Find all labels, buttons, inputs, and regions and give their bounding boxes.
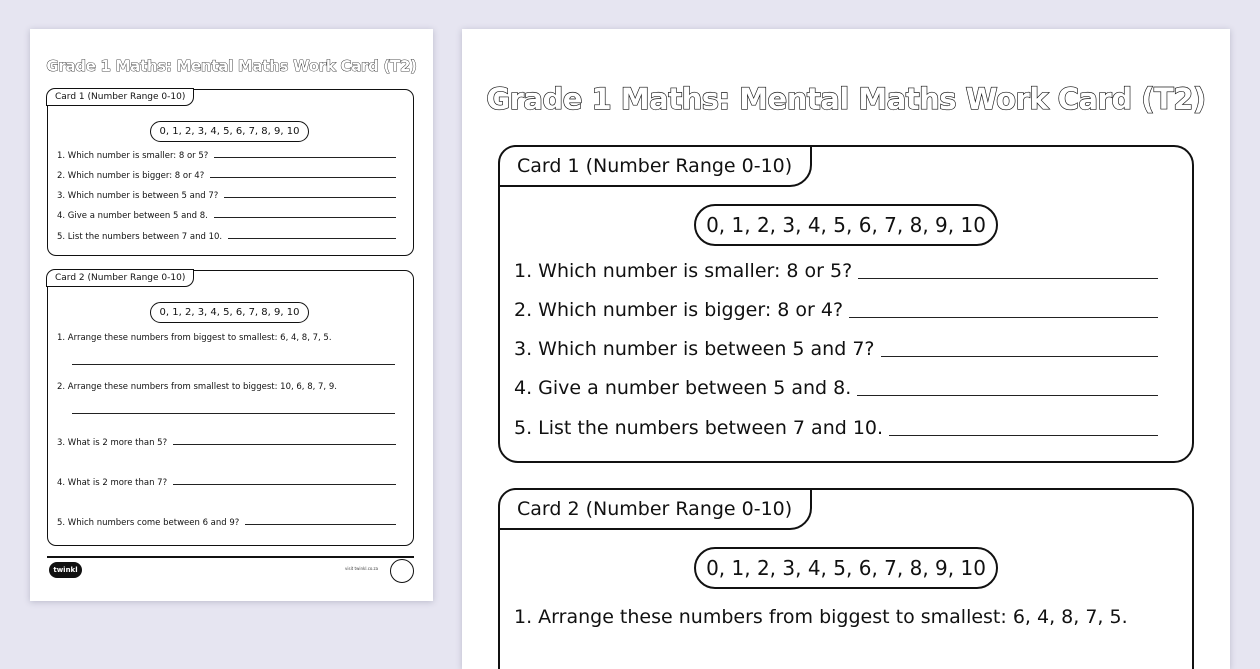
- question: 1. Which number is smaller: 8 or 5?: [57, 151, 396, 161]
- thumbnail-title: Grade 1 Maths: Mental Maths Work Card (T2): [46, 57, 417, 75]
- card-1: [498, 145, 1194, 463]
- card-2-heading: Card 2 (Number Range 0-10): [498, 488, 812, 530]
- card-1-heading: Card 1 (Number Range 0-10): [498, 145, 812, 187]
- twinkl-badge-icon: [390, 559, 414, 583]
- card-2-heading: Card 2 (Number Range 0-10): [46, 269, 194, 287]
- question: 1. Arrange these numbers from biggest to smallest: 6, 4, 8, 7, 5.: [514, 606, 1128, 628]
- footer-url: visit twinkl.co.za: [345, 566, 379, 571]
- card-2: [498, 488, 1194, 669]
- number-strip: 0, 1, 2, 3, 4, 5, 6, 7, 8, 9, 10: [694, 204, 998, 246]
- number-strip: 0, 1, 2, 3, 4, 5, 6, 7, 8, 9, 10: [150, 302, 309, 323]
- question: 5. Which numbers come between 6 and 9?: [57, 518, 396, 528]
- footer-rule: [47, 556, 414, 558]
- question: 1. Arrange these numbers from biggest to smallest: 6, 4, 8, 7, 5.: [57, 333, 332, 343]
- worksheet-zoomed: [462, 29, 1230, 669]
- question: 4. Give a number between 5 and 8.: [514, 377, 1158, 399]
- page-title: Grade 1 Maths: Mental Maths Work Card (T2): [486, 82, 1206, 116]
- answer-line: [72, 364, 395, 365]
- question: 2. Arrange these numbers from smallest to biggest: 10, 6, 8, 7, 9.: [57, 382, 337, 392]
- number-strip: 0, 1, 2, 3, 4, 5, 6, 7, 8, 9, 10: [694, 547, 998, 589]
- question: 5. List the numbers between 7 and 10.: [57, 232, 396, 242]
- question: 2. Which number is bigger: 8 or 4?: [57, 171, 396, 181]
- question: 4. Give a number between 5 and 8.: [57, 211, 396, 221]
- question: 3. Which number is between 5 and 7?: [57, 191, 396, 201]
- question: 3. What is 2 more than 5?: [57, 438, 396, 448]
- number-strip: 0, 1, 2, 3, 4, 5, 6, 7, 8, 9, 10: [150, 121, 309, 142]
- thumbnail-card-2: [47, 270, 414, 546]
- card-1-heading: Card 1 (Number Range 0-10): [46, 88, 194, 106]
- twinkl-logo: twinkl: [49, 562, 82, 578]
- question: 2. Which number is bigger: 8 or 4?: [514, 299, 1158, 321]
- answer-line: [72, 413, 395, 414]
- thumbnail-card-1: [47, 89, 414, 256]
- question: 4. What is 2 more than 7?: [57, 478, 396, 488]
- question: 1. Which number is smaller: 8 or 5?: [514, 260, 1158, 282]
- question: 5. List the numbers between 7 and 10.: [514, 417, 1158, 439]
- question: 3. Which number is between 5 and 7?: [514, 338, 1158, 360]
- worksheet-thumbnail: [30, 29, 433, 601]
